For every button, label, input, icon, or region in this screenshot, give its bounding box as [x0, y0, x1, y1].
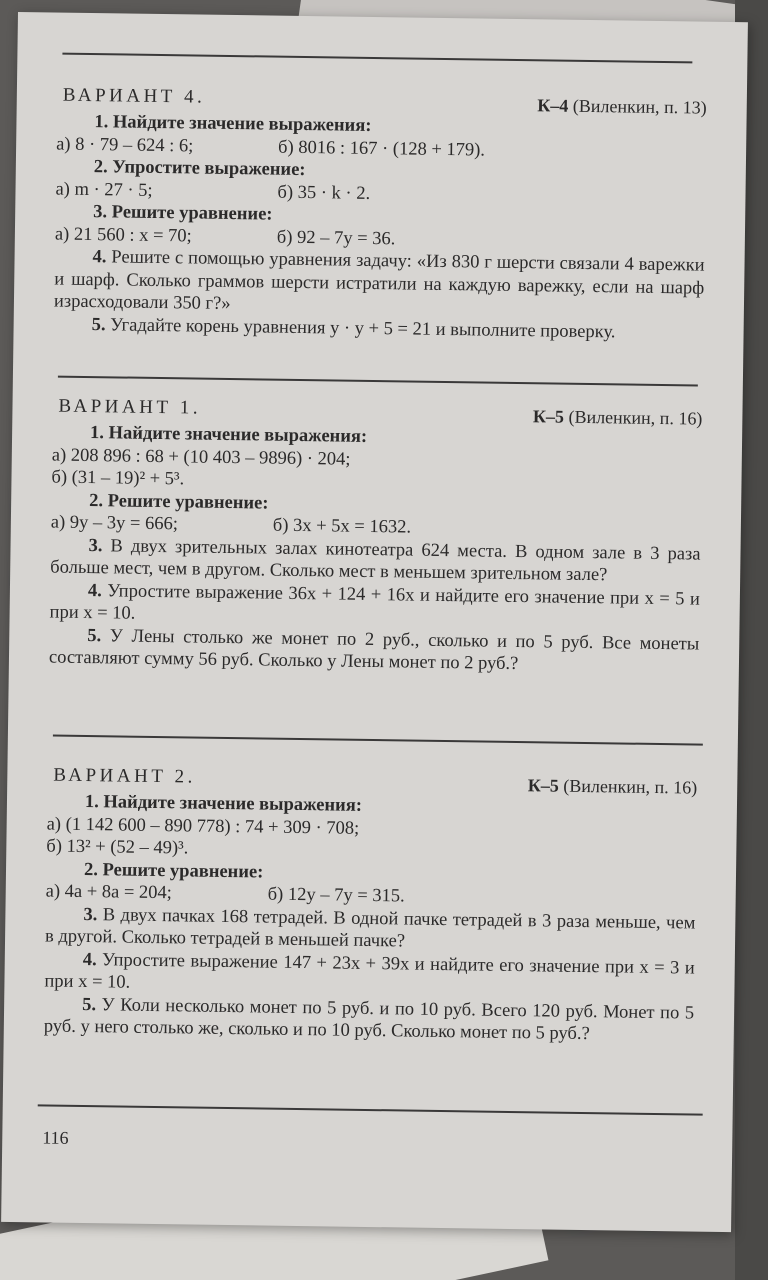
task-paragraph	[44, 993, 695, 1047]
task-text: 4.	[82, 949, 97, 970]
task-text: 5.	[82, 994, 97, 1015]
task-text: Угадайте корень уравнения y · y + 5 = 21 и выполните проверку.	[110, 314, 616, 342]
variant-title: ВАРИАНТ 4.	[62, 84, 206, 108]
task-text: Упростите выражение 36x + 124 + 16x и найдите его значение при x = 5 и при x = 10.	[49, 580, 701, 624]
task-text: 1.	[84, 792, 99, 813]
task-text: В двух пачках 168 тетрадей. В одной пачке тетрадей в 3 раза меньше, чем в другой. Сколько тетрадей в меньшей пачке?	[44, 904, 696, 952]
task-text: (Виленкин, п. 16)	[563, 406, 703, 429]
task-text: Найдите значение выражения:	[112, 112, 372, 136]
task-text: У Коли несколько монет по 5 руб. и по 10 руб. Всего 120 руб. Монет по 5 руб. у него столько же, сколько и по 10 руб. Сколько монет по 5 руб.?	[43, 994, 695, 1045]
task-paragraph	[54, 246, 705, 323]
task-text: 3.	[83, 904, 98, 925]
variant-2-block	[44, 764, 698, 1047]
task-text: 1.	[89, 423, 105, 444]
task-part: а) 208 896 : 68 + (10 403 – 9896) · 204;	[51, 445, 351, 470]
test-reference	[533, 406, 703, 429]
task-text: 3.	[88, 535, 103, 556]
variant-4-block	[53, 85, 706, 345]
test-reference	[537, 95, 707, 118]
variant-title: ВАРИАНТ 2.	[53, 764, 197, 788]
task-text: (Виленкин, п. 13)	[568, 95, 707, 118]
task-text: 3.	[93, 202, 108, 223]
task-text: б) 3x + 5x = 1632.	[272, 515, 412, 538]
task-text: Упростите выражение 147 + 23x + 39x и найдите его значение при x = 3 и при x = 10.	[44, 949, 695, 993]
task-text: а) 4a + 8a = 204;	[45, 881, 173, 904]
task-text: Решите уравнение:	[107, 490, 269, 514]
variant-1-block	[49, 396, 703, 679]
task-text: б) 8016 : 167 · (128 + 179).	[277, 137, 486, 161]
task-text: б) 35 · k · 2.	[277, 182, 371, 204]
task-part: а) (1 142 600 – 890 778) : 74 + 309 · 708;	[46, 813, 360, 839]
task-text: б) 92 – 7y = 36.	[276, 227, 396, 249]
task-paragraph	[49, 624, 700, 678]
section-rule	[53, 735, 703, 746]
task-text: 2.	[83, 859, 99, 880]
textbook-page	[1, 12, 748, 1232]
task-text: В двух зрительных залах кинотеатра 624 места. В одном зале в 3 раза больше мест, чем в другом. Сколько мест в меньшем зрительном зале?	[50, 535, 701, 586]
task-text: 2.	[89, 490, 104, 511]
task-text: 5.	[91, 314, 106, 335]
page-number: 116	[42, 1127, 69, 1148]
task-text: К–4	[537, 95, 569, 116]
task-text: Найдите значение выражения:	[108, 423, 368, 447]
section-rule	[58, 376, 698, 387]
task-text: а) 9y – 3y = 666;	[50, 512, 179, 535]
task-text: б) 12y – 7y = 315.	[267, 884, 405, 907]
task-text: Упростите выражение:	[112, 157, 306, 181]
bottom-rule	[38, 1104, 703, 1115]
task-text: 1.	[94, 112, 109, 133]
task-text: Решите с помощью уравнения задачу: «Из 830 г шерсти связали 4 варежки и шарф. Сколько граммов шерсти истратили на каждую варежку, если на шарф израсходовали 350 г?»	[53, 247, 705, 314]
task-text: Решите уравнение:	[102, 859, 264, 883]
task-text: К–5	[527, 775, 560, 796]
task-text: Решите уравнение:	[111, 202, 273, 225]
task-text: а) m · 27 · 5;	[55, 179, 153, 201]
task-text: 2.	[93, 157, 108, 178]
task-part: б) (31 – 19)² + 5³.	[51, 467, 185, 490]
task-text: Найдите значение выражения:	[103, 792, 363, 816]
top-rule	[62, 53, 692, 64]
task-text: а) 21 560 : x = 70;	[54, 224, 192, 246]
task-text: У Лены столько же монет по 2 руб., сколько и по 5 руб. Все монеты составляют сумму 56 руб. Сколько у Лены монет по 2 руб.?	[48, 625, 700, 675]
task-text: а) 8 · 79 – 624 : 6;	[56, 134, 194, 156]
task-text: 4.	[92, 247, 107, 268]
test-reference	[528, 775, 698, 798]
task-text: К–5	[532, 406, 565, 427]
task-text: (Виленкин, п. 16)	[558, 775, 698, 798]
task-text: 4.	[87, 580, 102, 601]
task-text: 5.	[87, 625, 102, 646]
task-part: б) 13² + (52 – 49)³.	[46, 836, 189, 859]
variant-title: ВАРИАНТ 1.	[58, 395, 202, 419]
